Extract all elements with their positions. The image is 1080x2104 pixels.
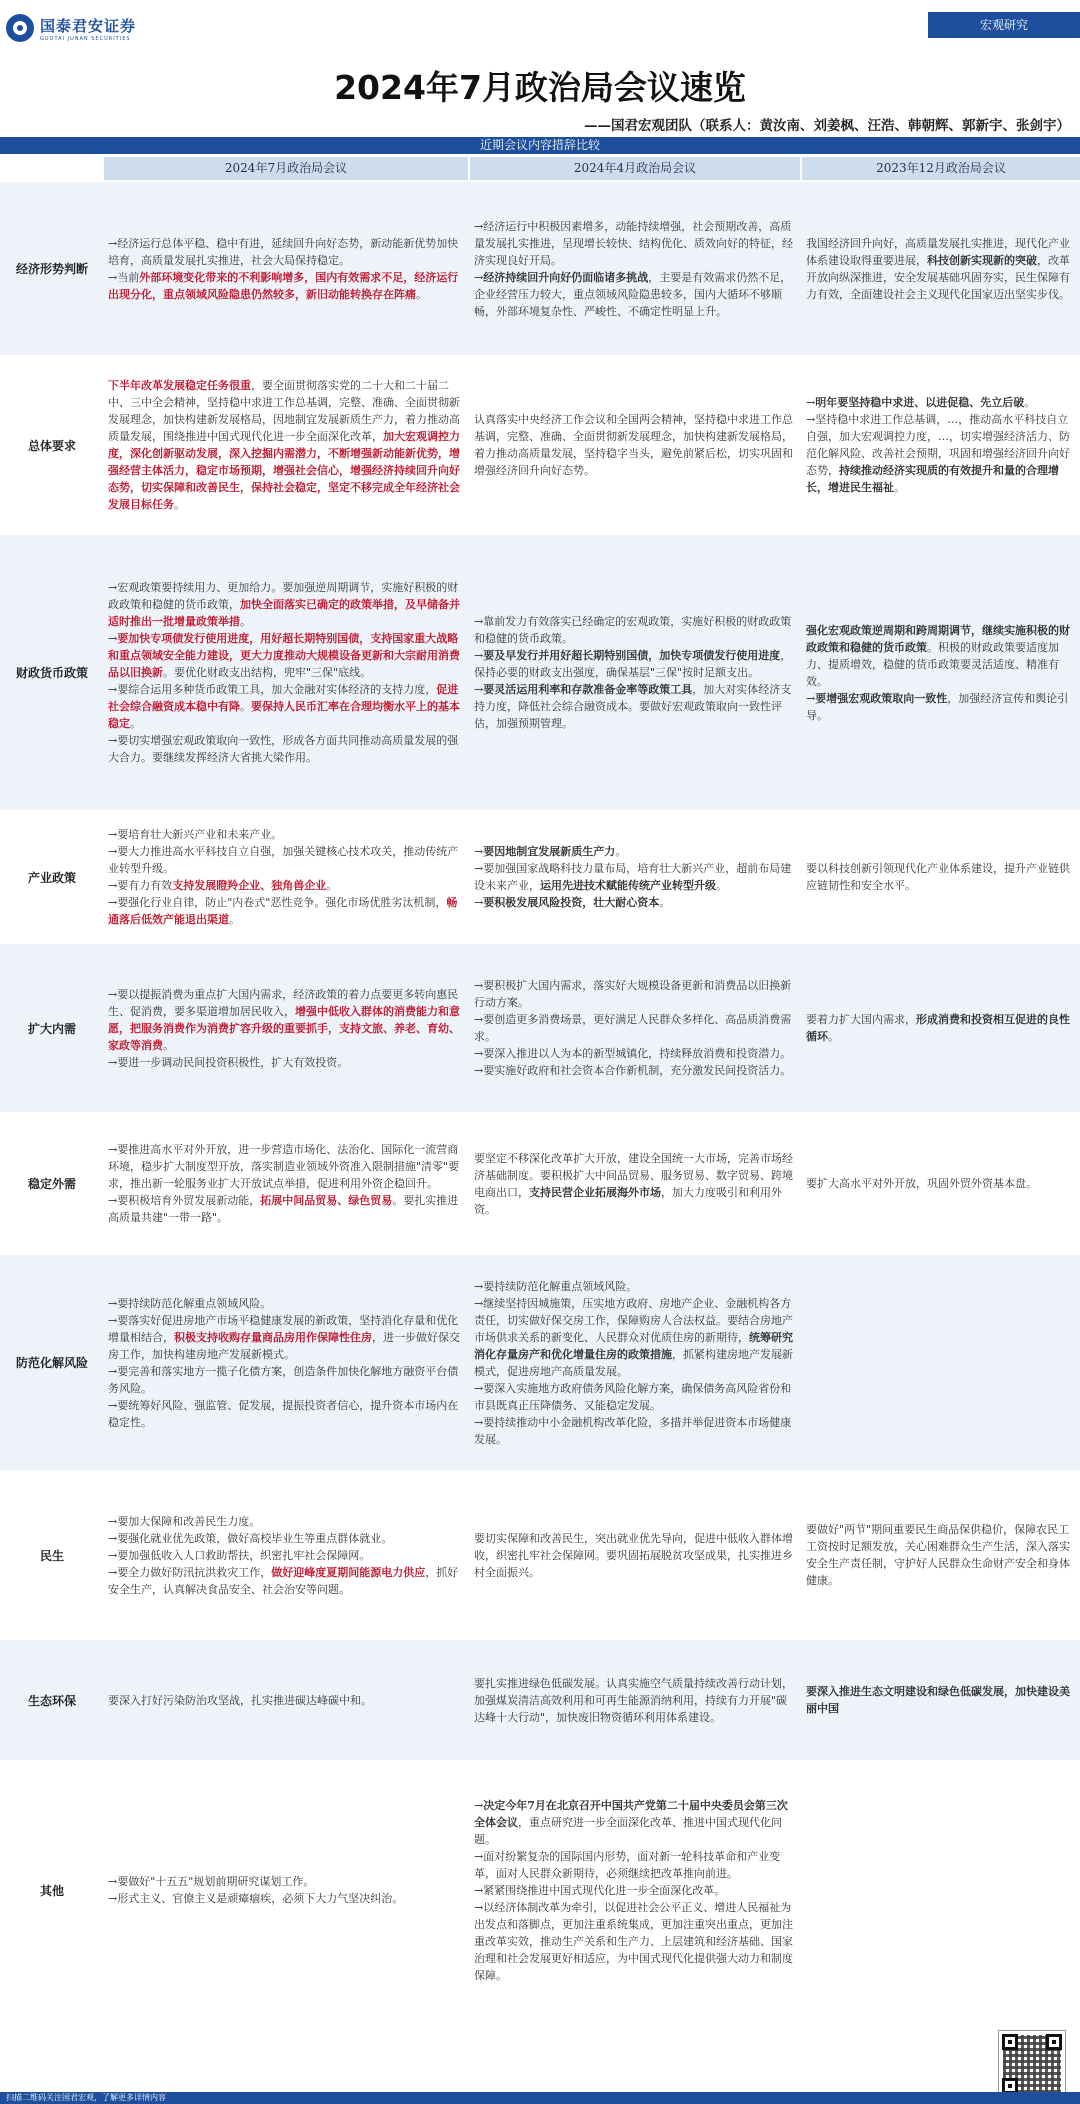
cell-text: 要坚定不移深化改革扩大开放，建设全国统一大市场，完善市场经济基础制度。要积极扩大中间品贸易、服务贸易、数字贸易、跨境电商出口，支持民营企业拓展海外市场，加大力度吸引和利用外资。 — [474, 1151, 793, 1216]
cell-text: 要扩大高水平对外开放，巩固外贸外资基本盘。 — [806, 1177, 1037, 1190]
column-header-apr-2024: 2024年4月政治局会议 — [470, 157, 800, 180]
cell-text: →靠前发力有效落实已经确定的宏观政策，实施好积极的财政政策和稳健的货币政策。 →要及早发行并用好超长期特别国债，加快专项债发行使用进度，保持必要的财政支出强度，确保基层"三保"按时足额支出。 →要灵活运用利率和存款准备金率等政策工具，加大对实体经济支持力度，降低社会综合融资成本。要做好宏观政策取向一致性评估，加强预期管理。 — [474, 615, 792, 730]
table-cell-c2 — [470, 1760, 800, 2020]
table-cell-c2 — [470, 182, 800, 355]
cell-text: 要以科技创新引领现代化产业体系建设，提升产业链供应链韧性和安全水平。 — [806, 862, 1070, 892]
table-cell-c3 — [802, 1255, 1080, 1470]
table-cell-c1 — [104, 1640, 468, 1760]
brand-name-en: GUOTAI JUNAN SECURITIES — [40, 35, 131, 42]
table-cell-c1 — [104, 944, 468, 1112]
table-row — [0, 1640, 1080, 1760]
cell-text: 要切实保障和改善民生，突出就业优先导向，促进中低收入群体增收，织密扎牢社会保障网。要巩固拓展脱贫攻坚成果，扎实推进乡村全面振兴。 — [474, 1531, 793, 1579]
table-cell-c3 — [802, 1760, 1080, 2020]
cell-text: 要深入打好污染防治攻坚战，扎实推进碳达峰碳中和。 — [108, 1693, 372, 1707]
cell-text: 下半年改革发展稳定任务很重，要全面贯彻落实党的二十大和二十届二中、三中全会精神，坚持稳中求进工作总基调，完整、准确、全面贯彻新发展理念，加快构建新发展格局，因地制宜发展新质生产力，着力推动高质量发展，围绕推进中国式现代化进一步全面深化改革，加大宏观调控力度，深化创新驱动发展，深入挖掘内需潜力，不断增强新动能新优势，增强经营主体活力，稳定市场预期，增强社会信心，增强经济持续回升向好态势，切实保障和改善民生，保持社会稳定，坚定不移完成全年经济社会发展目标任务。 — [108, 379, 460, 511]
report-category-tag: 宏观研究 — [928, 12, 1080, 38]
cell-text: →经济运行总体平稳、稳中有进，延续回升向好态势，新动能新优势加快培育，高质量发展扎实推进，社会大局保持稳定。 →当前外部环境变化带来的不利影响增多，国内有效需求不足，经济运行出现分化，重点领域风险隐患仍然较多，新旧动能转换存在阵痛。 — [108, 236, 459, 301]
brand-logo-icon — [6, 14, 34, 42]
table-cell-c1 — [104, 1470, 468, 1640]
cell-text: →要做好"十五五"规划前期研究谋划工作。 →形式主义、官僚主义是顽瘴痼疾，必须下大力气坚决纠治。 — [108, 1875, 404, 1905]
table-cell-c3 — [802, 535, 1080, 810]
table-cell-c1 — [104, 1112, 468, 1255]
table-cell-c3 — [802, 355, 1080, 535]
row-label: 稳定外需 — [27, 1177, 76, 1191]
table-cell-c2 — [470, 535, 800, 810]
table-row — [0, 810, 1080, 944]
table-cell-c1 — [104, 355, 468, 535]
cell-text: 要着力扩大国内需求，形成消费和投资相互促进的良性循环。 — [806, 1013, 1070, 1043]
row-label: 民生 — [39, 1548, 64, 1563]
table-row — [0, 535, 1080, 810]
cell-text: →要因地制宜发展新质生产力。 →要加强国家战略科技力量布局，培育壮大新兴产业，超前布局建设未来产业，运用先进技术赋能传统产业转型升级。 →要积极发展风险投资，壮大耐心资本。 — [474, 845, 792, 909]
table-cell-c2 — [470, 1640, 800, 1760]
table-row — [0, 944, 1080, 1112]
cell-text: →要积极扩大国内需求，落实好大规模设备更新和消费品以旧换新行动方案。 →要创造更多消费场景，更好满足人民群众多样化、高品质消费需求。 →要深入推进以人为本的新型城镇化，持续释放消费和投资潜力。 →要实施好政府和社会资本合作新机制，充分激发民间投资活力。 — [474, 979, 792, 1077]
brand-name: 国泰君安证券 — [40, 16, 137, 35]
cell-text: →要加大保障和改善民生力度。 →要强化就业优先政策，做好高校毕业生等重点群体就业。 →要加强低收入人口救助帮扶，织密扎牢社会保障网。 →要全力做好防汛抗洪救灾工作，做好迎峰度夏期间能源电力供应，抓好安全生产，认真解决食品安全、社会治安等问题。 — [108, 1514, 459, 1596]
table-cell-c2 — [470, 1255, 800, 1470]
row-label: 扩大内需 — [27, 1021, 76, 1036]
column-header-jul-2024: 2024年7月政治局会议 — [104, 157, 468, 180]
cell-text: →明年要坚持稳中求进、以进促稳、先立后破。 →坚持稳中求进工作总基调，…，推动高水平科技自立自强，加大宏观调控力度，…，切实增强经济活力、防范化解风险、改善社会预期，巩固和增强经济回升向好态势，持续推动经济实现质的有效提升和量的合理增长，增进民生福祉。 — [806, 396, 1070, 494]
table-caption: 近期会议内容措辞比较 — [0, 137, 1080, 154]
row-label: 产业政策 — [27, 870, 76, 885]
cell-text: →要持续防范化解重点领域风险。 →继续坚持因城施策，压实地方政府、房地产企业、金融机构各方责任，切实做好保交房工作，保障购房人合法权益。要结合房地产市场供求关系的新变化、人民群众对优质住房的新期待，统筹研究消化存量房产和优化增量住房的政策措施，抓紧构建房地产发展新模式，促进房地产高质量发展。 →要深入实施地方政府债务风险化解方案，确保债务高风险省份和市县既真正压降债务、又能稳定发展。 →要持续推动中小金融机构改革化险，多措并举促进资本市场健康发展。 — [474, 1279, 793, 1446]
table-cell-c2 — [470, 810, 800, 944]
cell-text: →要推进高水平对外开放，进一步营造市场化、法治化、国际化一流营商环境，稳步扩大制度型开放，落实制造业领域外资准入限制措施"清零"要求，推出新一轮服务业扩大开放试点举措，促进利用外资企稳回升。 →要积极培育外贸发展新动能，拓展中间品贸易、绿色贸易。要扎实推进高质量共建"一带一路"。 — [108, 1143, 460, 1224]
qr-code — [998, 2030, 1066, 2098]
cell-text: →要以提振消费为重点扩大国内需求，经济政策的着力点要更多转向惠民生、促消费，要多渠道增加居民收入，增强中低收入群体的消费能力和意愿，把服务消费作为消费扩容升级的重要抓手，支持文旅、养老、育幼、家政等消费。 →要进一步调动民间投资积极性，扩大有效投资。 — [108, 987, 460, 1069]
table-cell-c2 — [470, 1470, 800, 1640]
row-label: 生态环保 — [27, 1693, 76, 1708]
author-line: ——国君宏观团队（联系人：黄汝南、刘姜枫、汪浩、韩朝辉、郭新宇、张剑宇） — [584, 118, 1070, 134]
table-cell-c3 — [802, 810, 1080, 944]
row-label: 防范化解风险 — [15, 1356, 88, 1370]
table-row — [0, 1760, 1080, 2020]
row-label: 总体要求 — [27, 438, 76, 453]
table-cell-c2 — [470, 944, 800, 1112]
cell-text: →决定今年7月在北京召开中国共产党第二十届中央委员会第三次全体会议，重点研究进一步全面深化改革、推进中国式现代化问题。 →面对纷繁复杂的国际国内形势，面对新一轮科技革命和产业变革，面对人民群众新期待，必须继续把改革推向前进。 →紧紧围绕推进中国式现代化进一步全面深化改革。 →以经济体制改革为牵引，以促进社会公平正义、增进人民福祉为出发点和落脚点，更加注重系统集成，更加注重突出重点，更加注重改革实效，推动生产关系和生产力、上层建筑和经济基础、国家治理和社会发展更好相适应，为中国式现代化提供强大动力和制度保障。 — [474, 1798, 793, 1982]
row-label: 财政货币政策 — [15, 666, 88, 680]
row-label: 其他 — [39, 1883, 64, 1898]
table-row — [0, 1255, 1080, 1470]
column-header-dec-2023: 2023年12月政治局会议 — [802, 157, 1080, 180]
cell-text: →要培育壮大新兴产业和未来产业。 →要大力推进高水平科技自立自强，加强关键核心技术攻关，推动传统产业转型升级。 →要有力有效支持发展瞪羚企业、独角兽企业。 →要强化行业自律，防止"内卷式"恶性竞争。强化市场优胜劣汰机制，畅通落后低效产能退出渠道。 — [108, 828, 459, 926]
table-cell-c3 — [802, 1640, 1080, 1760]
cell-text: 强化宏观政策逆周期和跨周期调节，继续实施积极的财政政策和稳健的货币政策。积极的财政政策要适度加力、提质增效，稳健的货币政策要灵活适度、精准有效。 →要增强宏观政策取向一致性，加强经济宣传和舆论引导。 — [806, 623, 1070, 722]
table-cell-c1 — [104, 810, 468, 944]
row-label: 经济形势判断 — [15, 262, 88, 276]
cell-text: →经济运行中积极因素增多，动能持续增强，社会预期改善，高质量发展扎实推进，呈现增长较快、结构优化、质效向好的特征，经济实现良好开局。 →经济持续回升向好仍面临诸多挑战，主要是有效需求仍然不足，企业经营压力较大，重点领域风险隐患较多，国内大循环不够顺畅，外部环境复杂性、严峻性、不确定性明显上升。 — [474, 219, 793, 318]
table-cell-c3 — [802, 1112, 1080, 1255]
cell-text: 认真落实中央经济工作会议和全国两会精神，坚持稳中求进工作总基调，完整、准确、全面贯彻新发展理念，加快构建新发展格局，着力推动高质量发展，坚持稳字当头，避免前紧后松，切实巩固和增强经济回升向好态势。 — [474, 413, 793, 477]
footer-note: 扫描二维码关注国君宏观，了解更多详情内容 — [0, 2092, 1080, 2104]
cell-text: →要持续防范化解重点领域风险。 →要落实好促进房地产市场平稳健康发展的新政策，坚持消化存量和优化增量相结合，积极支持收购存量商品房用作保障性住房，进一步做好保交房工作，加快构建房地产发展新模式。 →要完善和落实地方一揽子化债方案，创造条件加快化解地方融资平台债务风险。 →要统筹好风险、强监管、促发展，提振投资者信心，提升资本市场内在稳定性。 — [108, 1296, 460, 1429]
table-cell-c2 — [470, 355, 800, 535]
table-cell-c3 — [802, 182, 1080, 355]
report-header — [0, 0, 1080, 56]
cell-text: 要扎实推进绿色低碳发展。认真实施空气质量持续改善行动计划，加强煤炭清洁高效利用和可再生能源消纳利用，持续有力开展"碳达峰十大行动"，加快废旧物资循环利用体系建设。 — [474, 1676, 793, 1724]
table-row — [0, 1470, 1080, 1640]
cell-text: →宏观政策要持续用力、更加给力。要加强逆周期调节，实施好积极的财政政策和稳健的货币政策，加快全面落实已确定的政策举措，及早储备并适时推出一批增量政策举措。 →要加快专项债发行使用进度，用好超长期特别国债，支持国家重大战略和重点领域安全能力建设，更大力度推动大规模设备更新和大宗耐用消费品以旧换新。要优化财政支出结构，兜牢"三保"底线。 →要综合运用多种货币政策工具，加大金融对实体经济的支持力度，促进社会综合融资成本稳中有降。要保持人民币汇率在合理均衡水平上的基本稳定。 →要切实增强宏观政策取向一致性，形成各方面共同推动高质量发展的强大合力。要继续发挥经济大省挑大梁作用。 — [108, 581, 460, 764]
brand-logo — [6, 14, 136, 42]
table-cell-c1 — [104, 182, 468, 355]
table-cell-c2 — [470, 1112, 800, 1255]
table-row — [0, 1112, 1080, 1255]
table-row — [0, 182, 1080, 355]
cell-text: 要深入推进生态文明建设和绿色低碳发展，加快建设美丽中国 — [806, 1685, 1070, 1715]
table-row — [0, 355, 1080, 535]
cell-text: 要做好"两节"期间重要民生商品保供稳价，保障农民工工资按时足额发放，关心困难群众生产生活，深入落实安全生产责任制，守护好人民群众生命财产安全和身体健康。 — [806, 1523, 1070, 1587]
table-cell-c1 — [104, 1760, 468, 2020]
cell-text: 我国经济回升向好，高质量发展扎实推进，现代化产业体系建设取得重要进展，科技创新实现新的突破，改革开放向纵深推进，安全发展基础巩固夯实，民生保障有力有效，全面建设社会主义现代化国家迈出坚实步伐。 — [806, 236, 1070, 301]
table-cell-c1 — [104, 1255, 468, 1470]
table-cell-c3 — [802, 1470, 1080, 1640]
table-cell-c3 — [802, 944, 1080, 1112]
page-title: 2024年7月政治局会议速览 — [334, 68, 746, 107]
table-cell-c1 — [104, 535, 468, 810]
